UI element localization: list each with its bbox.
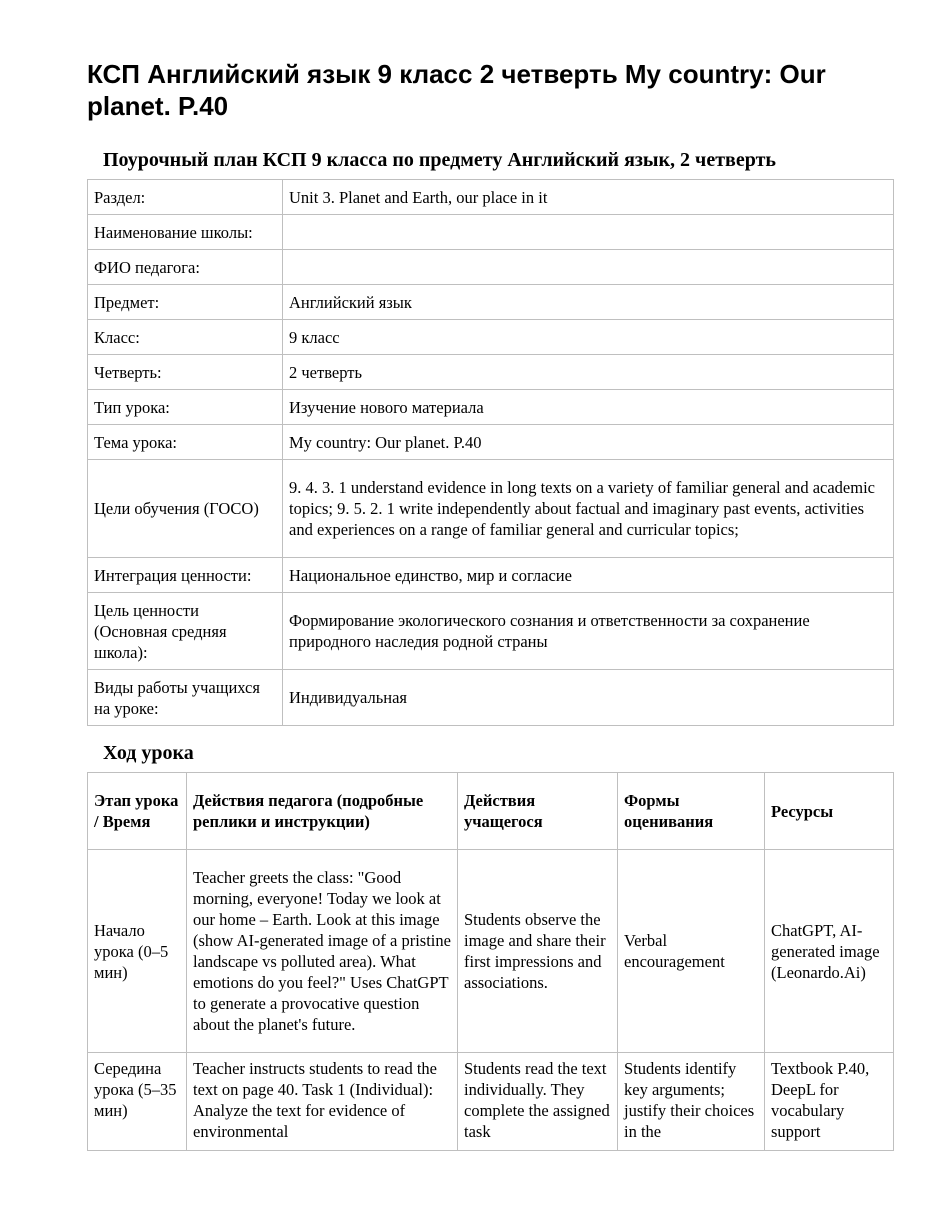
table-row bbox=[88, 460, 894, 558]
cell-resources: Textbook P.40, DeepL for vocabulary support bbox=[765, 1053, 894, 1151]
table-row bbox=[88, 180, 894, 215]
table-row bbox=[88, 1053, 894, 1151]
table-row bbox=[88, 215, 894, 250]
cell-resources: ChatGPT, AI-generated image (Leonardo.Ai) bbox=[765, 850, 894, 1053]
lesson-info-table bbox=[87, 179, 894, 726]
info-value-lesson-type: Изучение нового материала bbox=[283, 390, 894, 425]
info-label-lesson-type: Тип урока: bbox=[88, 390, 283, 425]
info-label-teacher: ФИО педагога: bbox=[88, 250, 283, 285]
table-row bbox=[88, 558, 894, 593]
progress-heading: Ход урока bbox=[103, 742, 194, 764]
info-label-quarter: Четверть: bbox=[88, 355, 283, 390]
table-row bbox=[88, 250, 894, 285]
cell-stage: Середина урока (5–35 мин) bbox=[88, 1053, 187, 1151]
cell-teacher-actions: Teacher greets the class: "Good morning, everyone! Today we look at our home – Earth. Look at this image (show AI-generated image of a pristine landscape vs polluted area). What emotions do you feel?" Uses ChatGPT to generate a provocative question about the planet's future. bbox=[187, 850, 458, 1053]
info-value-value-integration: Национальное единство, мир и согласие bbox=[283, 558, 894, 593]
cell-student-actions: Students read the text individually. They complete the assigned task bbox=[458, 1053, 618, 1151]
info-label-subject: Предмет: bbox=[88, 285, 283, 320]
info-value-learning-goals: 9. 4. 3. 1 understand evidence in long texts on a variety of familiar general and academic topics; 9. 5. 2. 1 write independently about factual and imaginary past events, activities and experiences on a range of familiar general and curricular topics; bbox=[283, 460, 894, 558]
table-row bbox=[88, 670, 894, 726]
info-value-teacher bbox=[283, 250, 894, 285]
lesson-progress-table bbox=[87, 772, 894, 1151]
header-teacher-actions: Действия педагога (подробные реплики и инструкции) bbox=[187, 773, 458, 850]
info-value-value-goal: Формирование экологического сознания и ответственности за сохранение природного наследия родной страны bbox=[283, 593, 894, 670]
info-label-value-integration: Интеграция ценности: bbox=[88, 558, 283, 593]
info-value-topic: My country: Our planet. P.40 bbox=[283, 425, 894, 460]
info-label-section: Раздел: bbox=[88, 180, 283, 215]
info-label-topic: Тема урока: bbox=[88, 425, 283, 460]
header-student-actions: Действия учащегося bbox=[458, 773, 618, 850]
table-row bbox=[88, 425, 894, 460]
info-label-work-types: Виды работы учащихся на уроке: bbox=[88, 670, 283, 726]
info-label-learning-goals: Цели обучения (ГОСО) bbox=[88, 460, 283, 558]
table-row bbox=[88, 390, 894, 425]
info-value-work-types: Индивидуальная bbox=[283, 670, 894, 726]
cell-assessment: Students identify key arguments; justify their choices in the bbox=[618, 1053, 765, 1151]
table-row bbox=[88, 593, 894, 670]
table-row bbox=[88, 850, 894, 1053]
table-row bbox=[88, 320, 894, 355]
header-assessment: Формы оценивания bbox=[618, 773, 765, 850]
info-value-grade: 9 класс bbox=[283, 320, 894, 355]
cell-stage: Начало урока (0–5 мин) bbox=[88, 850, 187, 1053]
cell-student-actions: Students observe the image and share their first impressions and associations. bbox=[458, 850, 618, 1053]
cell-assessment: Verbal encouragement bbox=[618, 850, 765, 1053]
info-label-grade: Класс: bbox=[88, 320, 283, 355]
table-row bbox=[88, 355, 894, 390]
table-row bbox=[88, 285, 894, 320]
document-title: КСП Английский язык 9 класс 2 четверть My country: Our planet. P.40 bbox=[87, 59, 826, 121]
table-header-row bbox=[88, 773, 894, 850]
cell-teacher-actions: Teacher instructs students to read the text on page 40. Task 1 (Individual): Analyze the text for evidence of environmental bbox=[187, 1053, 458, 1151]
info-value-quarter: 2 четверть bbox=[283, 355, 894, 390]
info-label-school: Наименование школы: bbox=[88, 215, 283, 250]
info-value-section: Unit 3. Planet and Earth, our place in it bbox=[283, 180, 894, 215]
header-resources: Ресурсы bbox=[765, 773, 894, 850]
info-value-subject: Английский язык bbox=[283, 285, 894, 320]
info-label-value-goal: Цель ценности (Основная средняя школа): bbox=[88, 593, 283, 670]
info-value-school bbox=[283, 215, 894, 250]
plan-heading: Поурочный план КСП 9 класса по предмету Английский язык, 2 четверть bbox=[103, 149, 776, 171]
header-stage: Этап урока / Время bbox=[88, 773, 187, 850]
